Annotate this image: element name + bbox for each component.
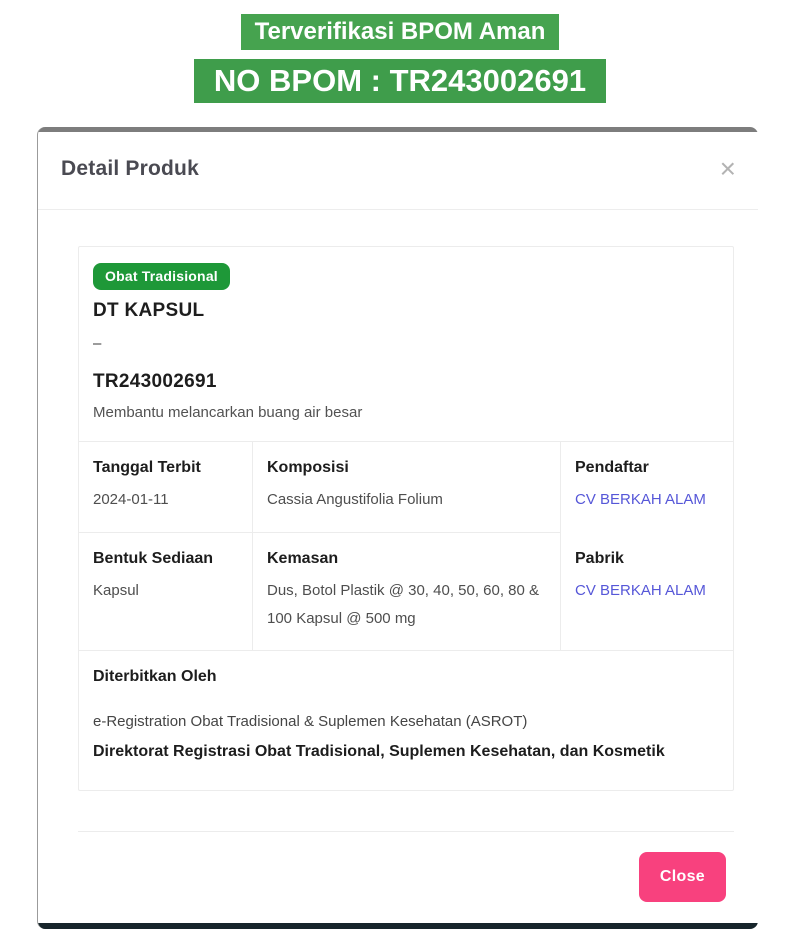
modal-header	[38, 132, 758, 210]
modal-body	[38, 210, 758, 923]
tanggal-terbit-value: 2024-01-11	[93, 491, 169, 508]
issuer-directorate-name: Direktorat Registrasi Obat Tradisional, Suplemen Kesehatan, dan Kosmetik	[93, 743, 665, 761]
pendaftar-label: Pendaftar	[575, 459, 649, 476]
close-button[interactable]: Close	[639, 852, 726, 902]
issuer-system-name: e-Registration Obat Tradisional & Suplemen Kesehatan (ASROT)	[93, 713, 528, 731]
cell-kemasan	[253, 533, 561, 651]
kemasan-value: Dus, Botol Plastik @ 30, 40, 50, 60, 80 & 100 Kapsul @ 500 mg	[267, 581, 540, 627]
modal-bottom-bar	[38, 923, 758, 929]
product-name: DT KAPSUL	[93, 300, 205, 321]
close-icon[interactable]: ×	[719, 153, 736, 184]
bentuk-sediaan-value: Kapsul	[93, 581, 139, 599]
cell-tanggal-terbit	[79, 442, 253, 533]
details-table	[79, 441, 733, 651]
cell-bentuk-sediaan	[79, 533, 253, 651]
product-detail-modal	[37, 127, 758, 929]
cell-pendaftar	[561, 442, 733, 533]
modal-footer	[78, 831, 734, 923]
category-badge: Obat Tradisional	[93, 263, 230, 290]
issuer-label: Diterbitkan Oleh	[93, 668, 217, 686]
cell-komposisi	[253, 442, 561, 533]
cell-pabrik	[561, 533, 733, 651]
verified-banner: Terverifikasi BPOM Aman	[241, 14, 560, 50]
kemasan-label: Kemasan	[267, 549, 339, 567]
product-summary	[79, 247, 733, 441]
bpom-number-banner: NO BPOM : TR243002691	[194, 59, 606, 103]
tanggal-terbit-label: Tanggal Terbit	[93, 459, 201, 476]
modal-title: Detail Produk	[61, 157, 199, 180]
product-description: Membantu melancarkan buang air besar	[93, 404, 363, 421]
bpom-banner-group	[0, 0, 800, 103]
pabrik-link[interactable]: CV BERKAH ALAM	[575, 581, 706, 599]
product-dash: –	[93, 335, 102, 352]
pendaftar-link[interactable]: CV BERKAH ALAM	[575, 491, 706, 508]
issuer-section	[79, 651, 733, 790]
komposisi-label: Komposisi	[267, 459, 349, 476]
registration-number: TR243002691	[93, 371, 217, 392]
pabrik-label: Pabrik	[575, 549, 624, 567]
komposisi-value: Cassia Angustifolia Folium	[267, 491, 443, 508]
product-card	[78, 246, 734, 791]
bentuk-sediaan-label: Bentuk Sediaan	[93, 549, 214, 567]
